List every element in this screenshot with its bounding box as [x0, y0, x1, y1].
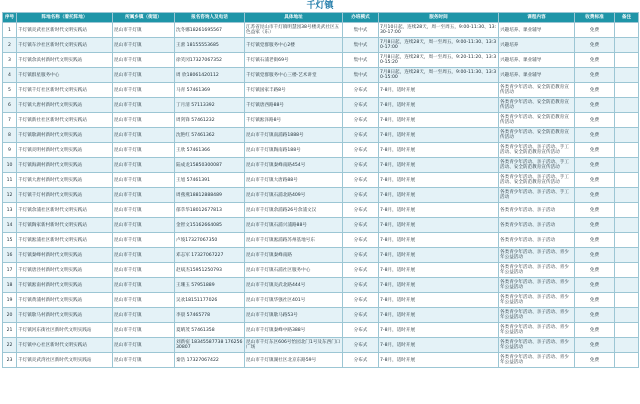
- station-name-cell: 千灯镇中心社区新时代文明实践站: [17, 338, 113, 353]
- township-cell: 昆山市千灯镇: [113, 353, 175, 368]
- township-cell: 昆山市千灯镇: [113, 53, 175, 68]
- service-time-cell: 7-8月，适时开展: [379, 203, 499, 218]
- course-content-cell: 各类青少年活动、亲子活动、青少年公益活动: [499, 278, 575, 293]
- row-number-cell: 6: [3, 98, 17, 113]
- column-header: 具体地址: [245, 13, 343, 23]
- row-number-cell: 18: [3, 278, 17, 293]
- remark-cell: [615, 173, 639, 188]
- township-cell: 昆山市千灯镇: [113, 113, 175, 128]
- fee-standard-cell: 免费: [575, 203, 615, 218]
- table-body: [3, 23, 639, 368]
- table-row: [3, 98, 639, 113]
- fee-standard-cell: 免费: [575, 98, 615, 113]
- course-content-cell: 各类青少年活动、安全防范教育宣传活动: [499, 98, 575, 113]
- column-header: 服务时间: [379, 13, 499, 23]
- service-time-cell: 7-8月，适时开展: [379, 248, 499, 263]
- address-cell: 昆山市千灯镇淞浦路苏州基地号东: [245, 233, 343, 248]
- station-name-cell: 千灯镇陶家新村新时代文明实践站: [17, 218, 113, 233]
- service-time-cell: 7-8月，适时开展: [379, 158, 499, 173]
- contact-info-cell: 周燕燕18812888489: [175, 188, 245, 203]
- course-content-cell: 各类青少年活动、亲子活动、手工活动、安全防范教育宣传活动: [499, 143, 575, 158]
- township-cell: 昆山市千灯镇: [113, 203, 175, 218]
- class-mode-cell: 分布式: [343, 353, 379, 368]
- township-cell: 昆山市千灯镇: [113, 173, 175, 188]
- course-content-cell: 各类青少年活动、亲子活动、青少年公益活动: [499, 338, 575, 353]
- township-cell: 昆山市千灯镇: [113, 158, 175, 173]
- service-time-cell: 7-8月，适时开展: [379, 323, 499, 338]
- township-cell: 昆山市千灯镇: [113, 143, 175, 158]
- township-cell: 昆山市千灯镇: [113, 23, 175, 38]
- address-cell: 昆山市千灯镇秦峰南路454号: [245, 158, 343, 173]
- course-content-cell: 各类青少年活动、亲子活动、青少年公益活动: [499, 248, 575, 263]
- township-cell: 昆山市千灯镇: [113, 233, 175, 248]
- column-header: 课程内容: [499, 13, 575, 23]
- address-cell: 昆山市千灯镇余浦路26号余浦文汉: [245, 203, 343, 218]
- course-content-cell: 各类青少年活动、亲子活动: [499, 203, 575, 218]
- fee-standard-cell: 免费: [575, 353, 615, 368]
- row-number-cell: 19: [3, 293, 17, 308]
- service-time-cell: 7-8月，适时开展: [379, 263, 499, 278]
- course-content-cell: 各类青少年活动、亲子活动: [499, 233, 575, 248]
- station-name-cell: 千灯镇炎武社区新时代文明实践站: [17, 23, 113, 38]
- contact-info-cell: 卢坡17327067350: [175, 233, 245, 248]
- station-name-cell: 千灯镇车沙社区新时代文明实践站: [17, 38, 113, 53]
- row-number-cell: 5: [3, 83, 17, 98]
- class-mode-cell: 集中式: [343, 38, 379, 53]
- township-cell: 昆山市千灯镇: [113, 278, 175, 293]
- fee-standard-cell: 免费: [575, 113, 615, 128]
- course-content-cell: 各类青少年活动、亲子活动、青少年公益活动: [499, 293, 575, 308]
- station-name-cell: 千灯镇黄浦村新时代文明实践站: [17, 293, 113, 308]
- address-cell: 昆山市千灯镇南浦路1888号: [245, 128, 343, 143]
- class-mode-cell: 分布式: [343, 158, 379, 173]
- column-header: 办班模式: [343, 13, 379, 23]
- table-row: [3, 278, 639, 293]
- row-number-cell: 10: [3, 158, 17, 173]
- contact-info-cell: 周 欣18061420112: [175, 68, 245, 83]
- row-number-cell: 4: [3, 68, 17, 83]
- township-cell: 昆山市千灯镇: [113, 248, 175, 263]
- class-mode-cell: 集中式: [343, 68, 379, 83]
- contact-info-cell: 吴欢18151177026: [175, 293, 245, 308]
- service-time-cell: 7-8月，适时开展: [379, 173, 499, 188]
- table-row: [3, 188, 639, 203]
- service-time-cell: 7-8月，适时开展: [379, 143, 499, 158]
- fee-standard-cell: 免费: [575, 278, 615, 293]
- remark-cell: [615, 98, 639, 113]
- table-row: [3, 248, 639, 263]
- township-cell: 昆山市千灯镇: [113, 38, 175, 53]
- station-name-cell: 千灯镇余浦社区新时代文明实践站: [17, 203, 113, 218]
- fee-standard-cell: 免费: [575, 188, 615, 203]
- station-name-cell: 千灯镇海湖村新时代文明实践站: [17, 158, 113, 173]
- row-number-cell: 3: [3, 53, 17, 68]
- station-name-cell: 千灯镇秦峰村新时代文明实践站: [17, 248, 113, 263]
- remark-cell: [615, 38, 639, 53]
- table-row: [3, 158, 639, 173]
- contact-info-cell: 沈艳红 57461362: [175, 128, 245, 143]
- row-number-cell: 16: [3, 248, 17, 263]
- service-time-cell: 7-8月，适时开展: [379, 218, 499, 233]
- class-mode-cell: 集中式: [343, 23, 379, 38]
- remark-cell: [615, 248, 639, 263]
- table-row: [3, 23, 639, 38]
- address-cell: 江苏省昆山市千灯镇明慧园38号楼炎武社区五色益家（东）: [245, 23, 343, 38]
- township-cell: 昆山市千灯镇: [113, 323, 175, 338]
- address-cell: 昆山市千灯镇陶南路188号: [245, 143, 343, 158]
- table-row: [3, 143, 639, 158]
- row-number-cell: 1: [3, 23, 17, 38]
- remark-cell: [615, 218, 639, 233]
- row-number-cell: 22: [3, 338, 17, 353]
- township-cell: 昆山市千灯镇: [113, 188, 175, 203]
- row-number-cell: 21: [3, 323, 17, 338]
- class-mode-cell: 分布式: [343, 143, 379, 158]
- station-name-cell: 千灯镇歇马村新时代文明实践站: [17, 308, 113, 323]
- class-mode-cell: 分布式: [343, 218, 379, 233]
- address-cell: 千灯镇石浦老街69号: [245, 53, 343, 68]
- row-number-cell: 7: [3, 113, 17, 128]
- address-cell: 昆山市千灯东区606号怡园北门1号及东西门口广场: [245, 338, 343, 353]
- address-cell: 千灯镇淞泽路8号: [245, 113, 343, 128]
- township-cell: 昆山市千灯镇: [113, 308, 175, 323]
- contact-info-cell: 丁月清 57113392: [175, 98, 245, 113]
- address-cell: 昆山市千灯镇大唐路88号: [245, 173, 343, 188]
- contact-info-cell: 赵斌杰15951250793: [175, 263, 245, 278]
- contact-info-cell: 周剑锋 57461232: [175, 113, 245, 128]
- address-cell: 昆山市千灯镇秦峰南路: [245, 248, 343, 263]
- table-row: [3, 128, 639, 143]
- service-time-cell: 7-8月，适时开展: [379, 98, 499, 113]
- table-row: [3, 338, 639, 353]
- course-content-cell: 各类青少年活动、亲子活动、手工活动、安全防范教育宣传活动: [499, 173, 575, 188]
- township-cell: 昆山市千灯镇: [113, 128, 175, 143]
- remark-cell: [615, 323, 639, 338]
- contact-info-cell: 沈冬娜18261695567: [175, 23, 245, 38]
- column-header: 阵地名称（着托阵地）: [17, 13, 113, 23]
- class-mode-cell: 分布式: [343, 233, 379, 248]
- course-content-cell: 各类青少年活动、亲子活动: [499, 218, 575, 233]
- remark-cell: [615, 278, 639, 293]
- station-name-cell: 千灯镇淞浦社区新时代文明实践站: [17, 233, 113, 248]
- class-mode-cell: 分布式: [343, 323, 379, 338]
- fee-standard-cell: 免费: [575, 338, 615, 353]
- address-cell: 昆山市千灯镇歇马路53号: [245, 308, 343, 323]
- fee-standard-cell: 免费: [575, 173, 615, 188]
- table-row: [3, 113, 639, 128]
- fee-standard-cell: 免费: [575, 158, 615, 173]
- station-name-cell: 千灯镇千灯村新时代文明实践站: [17, 188, 113, 203]
- remark-cell: [615, 338, 639, 353]
- table-row: [3, 353, 639, 368]
- class-mode-cell: 分布式: [343, 98, 379, 113]
- fee-standard-cell: 免费: [575, 233, 615, 248]
- course-content-cell: 兴趣培养、课业辅导: [499, 68, 575, 83]
- service-time-cell: 7-8月，适时开展: [379, 278, 499, 293]
- fee-standard-cell: 免费: [575, 68, 615, 83]
- remark-cell: [615, 263, 639, 278]
- station-name-cell: 千灯镇千灯社区新时代文明实践站: [17, 83, 113, 98]
- table-row: [3, 308, 639, 323]
- class-mode-cell: 分布式: [343, 248, 379, 263]
- contact-info-cell: 金智文15162664085: [175, 218, 245, 233]
- contact-info-cell: 刘新宿 18345587738 17625630807: [175, 338, 245, 353]
- service-time-cell: 7-8月，适时开展: [379, 188, 499, 203]
- fee-standard-cell: 免费: [575, 128, 615, 143]
- service-time-cell: 7-8月，适时开展: [379, 293, 499, 308]
- table-row: [3, 83, 639, 98]
- course-content-cell: 各类青少年活动、安全防范教育宣传活动: [499, 83, 575, 98]
- remark-cell: [615, 293, 639, 308]
- contact-info-cell: 王欣 57461366: [175, 143, 245, 158]
- course-content-cell: 兴趣培养: [499, 38, 575, 53]
- remark-cell: [615, 83, 639, 98]
- service-time-cell: 7月10日起，连续28天，周一至周五，9:00-11:30、13:30-17:00: [379, 23, 499, 38]
- row-number-cell: 23: [3, 353, 17, 368]
- address-cell: 昆山市千灯镇石浦兴浦路88号: [245, 218, 343, 233]
- township-cell: 昆山市千灯镇: [113, 98, 175, 113]
- fee-standard-cell: 免费: [575, 263, 615, 278]
- service-time-cell: 7-8月，适时开展: [379, 233, 499, 248]
- row-number-cell: 17: [3, 263, 17, 278]
- row-number-cell: 9: [3, 143, 17, 158]
- course-content-cell: 各类青少年活动、安全防范教育宣传活动: [499, 128, 575, 143]
- station-name-cell: 千灯镇余浜村新时代文明实践站: [17, 53, 113, 68]
- table-row: [3, 218, 639, 233]
- township-cell: 昆山市千灯镇: [113, 263, 175, 278]
- remark-cell: [615, 128, 639, 143]
- remark-cell: [615, 188, 639, 203]
- service-stations-table: [2, 12, 639, 368]
- row-number-cell: 12: [3, 188, 17, 203]
- class-mode-cell: 分布式: [343, 278, 379, 293]
- table-row: [3, 38, 639, 53]
- page-title: 千灯镇: [306, 1, 334, 11]
- table-row: [3, 53, 639, 68]
- course-content-cell: 各类青少年活动、亲子活动、手工活动、安全防范教育宣传活动: [499, 158, 575, 173]
- column-header: 报名咨询人及电话: [175, 13, 245, 23]
- service-time-cell: 7-8月，适时开展: [379, 338, 499, 353]
- remark-cell: [615, 203, 639, 218]
- remark-cell: [615, 158, 639, 173]
- row-number-cell: 2: [3, 38, 17, 53]
- row-number-cell: 20: [3, 308, 17, 323]
- fee-standard-cell: 免费: [575, 38, 615, 53]
- contact-info-cell: 夏晴茂 57461358: [175, 323, 245, 338]
- class-mode-cell: 分布式: [343, 128, 379, 143]
- contact-info-cell: 徐笑冈17327067352: [175, 53, 245, 68]
- fee-standard-cell: 免费: [575, 23, 615, 38]
- course-content-cell: 各类青少年活动、亲子活动、手工活动: [499, 188, 575, 203]
- class-mode-cell: 分布式: [343, 308, 379, 323]
- row-number-cell: 11: [3, 173, 17, 188]
- station-name-cell: 千灯镇唐泾村新时代文明实践站: [17, 263, 113, 278]
- column-header: 序号: [3, 13, 17, 23]
- remark-cell: [615, 308, 639, 323]
- class-mode-cell: 分布式: [343, 188, 379, 203]
- contact-info-cell: 王珊玉 57951889: [175, 278, 245, 293]
- address-cell: 昆山市千灯镇秦峰中路388号: [245, 323, 343, 338]
- service-time-cell: 7-8月，适时开展: [379, 128, 499, 143]
- fee-standard-cell: 免费: [575, 308, 615, 323]
- station-name-cell: 千灯镇大唐村新时代文明实践站: [17, 173, 113, 188]
- table-row: [3, 233, 639, 248]
- course-content-cell: 兴趣培养、课业辅导: [499, 23, 575, 38]
- township-cell: 昆山市千灯镇: [113, 68, 175, 83]
- table-row: [3, 203, 639, 218]
- remark-cell: [615, 353, 639, 368]
- class-mode-cell: 分布式: [343, 263, 379, 278]
- address-cell: 昆山市千灯镇华强社区401号: [245, 293, 343, 308]
- address-cell: 千灯镇国家丰路8号: [245, 83, 343, 98]
- column-header: 备注: [615, 13, 639, 23]
- address-cell: 昆山市千灯镇石浦北路409号: [245, 188, 343, 203]
- contact-info-cell: 邓志军 17327067227: [175, 248, 245, 263]
- service-time-cell: 7-8月，适时开展: [379, 113, 499, 128]
- township-cell: 昆山市千灯镇: [113, 83, 175, 98]
- table-row: [3, 293, 639, 308]
- course-content-cell: 各类青少年活动、亲子活动、青少年公益活动: [499, 263, 575, 278]
- service-time-cell: 7-8月，适时开展: [379, 353, 499, 368]
- service-time-cell: 7月8日起，连续28天，周一至周五，9:00-11:30、13:30-17:00: [379, 38, 499, 53]
- fee-standard-cell: 免费: [575, 143, 615, 158]
- station-name-cell: 千灯镇大唐村新时代文明实践站: [17, 98, 113, 113]
- fee-standard-cell: 免费: [575, 218, 615, 233]
- contact-info-cell: 马青 57461369: [175, 83, 245, 98]
- class-mode-cell: 分布式: [343, 293, 379, 308]
- class-mode-cell: 集中式: [343, 53, 379, 68]
- contact-info-cell: 王旭 57461391: [175, 173, 245, 188]
- address-cell: 千灯镇党群服务中心三楼-艺术讲堂: [245, 68, 343, 83]
- table-row: [3, 68, 639, 83]
- township-cell: 昆山市千灯镇: [113, 218, 175, 233]
- table-row: [3, 173, 639, 188]
- service-time-cell: 7月8日起，连续28天，周一至周五，9:20-11:20、13:30-15:20: [379, 53, 499, 68]
- class-mode-cell: 分布式: [343, 113, 379, 128]
- fee-standard-cell: 免费: [575, 323, 615, 338]
- fee-standard-cell: 免费: [575, 293, 615, 308]
- station-name-cell: 千灯镇群星服务中心: [17, 68, 113, 83]
- fee-standard-cell: 免费: [575, 83, 615, 98]
- remark-cell: [615, 113, 639, 128]
- service-time-cell: 7-8月，适时开展: [379, 83, 499, 98]
- column-header: 所属乡镇（街道）: [113, 13, 175, 23]
- class-mode-cell: 分布式: [343, 83, 379, 98]
- service-time-cell: 7-8月，适时开展: [379, 308, 499, 323]
- station-name-cell: 千灯镇炎武湾社区新时代文明实践站: [17, 353, 113, 368]
- row-number-cell: 14: [3, 218, 17, 233]
- address-cell: 昆山市千灯镇炎武北路444号: [245, 278, 343, 293]
- station-name-cell: 千灯镇炎明村新时代文明实践站: [17, 143, 113, 158]
- row-number-cell: 8: [3, 128, 17, 143]
- remark-cell: [615, 53, 639, 68]
- address-cell: 千灯镇唐西路88号: [245, 98, 343, 113]
- contact-info-cell: 李晨 57465778: [175, 308, 245, 323]
- contact-info-cell: 陆成龙15850300087: [175, 158, 245, 173]
- row-number-cell: 15: [3, 233, 17, 248]
- station-name-cell: 千灯镇河东街社区新时代文明实践站: [17, 323, 113, 338]
- remark-cell: [615, 233, 639, 248]
- remark-cell: [615, 143, 639, 158]
- class-mode-cell: 分布式: [343, 203, 379, 218]
- table-header-row: [3, 13, 639, 23]
- township-cell: 昆山市千灯镇: [113, 338, 175, 353]
- course-content-cell: 各类青少年活动、安全防范教育宣传活动: [499, 113, 575, 128]
- fee-standard-cell: 免费: [575, 53, 615, 68]
- address-cell: 昆山市千灯镇湖社区北京东路59号: [245, 353, 343, 368]
- contact-info-cell: 郁萃华18012677813: [175, 203, 245, 218]
- class-mode-cell: 分布式: [343, 173, 379, 188]
- fee-standard-cell: 免费: [575, 248, 615, 263]
- course-content-cell: 各类青少年活动、亲子活动、青少年公益活动: [499, 353, 575, 368]
- class-mode-cell: 分布式: [343, 338, 379, 353]
- township-cell: 昆山市千灯镇: [113, 293, 175, 308]
- station-name-cell: 千灯镇歇湖村新时代文明实践站: [17, 128, 113, 143]
- table-row: [3, 263, 639, 278]
- station-name-cell: 千灯镇淞南村新时代文明实践站: [17, 278, 113, 293]
- course-content-cell: 各类青少年活动、亲子活动、青少年公益活动: [499, 308, 575, 323]
- course-content-cell: 兴趣培养、课业辅导: [499, 53, 575, 68]
- address-cell: 昆山市千灯镇石浦社区服务中心: [245, 263, 343, 278]
- remark-cell: [615, 23, 639, 38]
- course-content-cell: 各类青少年活动、亲子活动、青少年公益活动: [499, 323, 575, 338]
- service-time-cell: 7月8日起，连续28天，周一至周五，9:00-11:30、13:30-15:00: [379, 68, 499, 83]
- contact-info-cell: 王蕾 18155553685: [175, 38, 245, 53]
- row-number-cell: 13: [3, 203, 17, 218]
- column-header: 收费标准: [575, 13, 615, 23]
- remark-cell: [615, 68, 639, 83]
- table-row: [3, 323, 639, 338]
- station-name-cell: 千灯镇新社社区新时代文明实践站: [17, 113, 113, 128]
- address-cell: 千灯镇党群服务中心2楼: [245, 38, 343, 53]
- contact-info-cell: 秦浩 17327067422: [175, 353, 245, 368]
